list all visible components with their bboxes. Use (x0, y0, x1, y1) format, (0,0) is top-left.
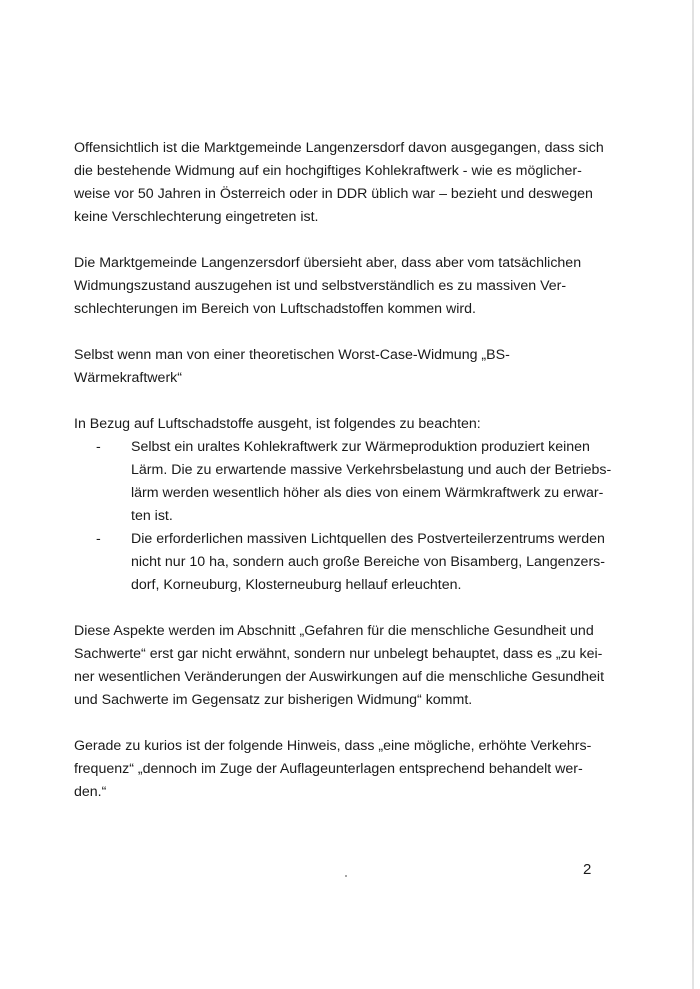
paragraph-2 (74, 252, 619, 321)
text-line: die bestehende Widmung auf ein hochgiftiges Kohlekraftwerk - wie es möglicher- (74, 163, 582, 179)
dash-bullet: - (96, 439, 101, 455)
text-line: nicht nur 10 ha, sondern auch große Bereiche von Bisamberg, Langenzers- (131, 554, 605, 570)
scan-edge-shadow (692, 0, 694, 989)
text-line: Selbst ein uraltes Kohlekraftwerk zur Wärmeproduktion produziert keinen (131, 439, 590, 455)
text-line: In Bezug auf Luftschadstoffe ausgeht, ist folgendes zu beachten: (74, 416, 481, 432)
text-line: Offensichtlich ist die Marktgemeinde Langenzersdorf davon ausgegangen, dass sich (74, 140, 604, 156)
paragraph-3 (74, 344, 619, 390)
text-line: Sachwerte“ erst gar nicht erwähnt, sondern nur unbelegt behauptet, dass es „zu kei- (74, 646, 603, 662)
text-line: und Sachwerte im Gegensatz zur bisherigen Widmung“ kommt. (74, 692, 473, 708)
text-line: schlechterungen im Bereich von Luftschadstoffen kommen wird. (74, 301, 476, 317)
text-line: frequenz“ „dennoch im Zuge der Auflageunterlagen entsprechend behandelt wer- (74, 761, 583, 777)
dash-bullet: - (96, 531, 101, 547)
text-line: lärm werden wesentlich höher als dies von einem Wärmkraftwerk zu erwar- (131, 485, 604, 501)
document-body (74, 137, 619, 804)
text-line: Gerade zu kurios ist der folgende Hinweis, dass „eine mögliche, erhöhte Verkehrs- (74, 738, 592, 754)
text-line: den.“ (74, 784, 107, 800)
text-line: Die Marktgemeinde Langenzersdorf übersieht aber, dass aber vom tatsächlichen (74, 255, 582, 271)
paragraph-4 (74, 413, 619, 436)
text-line: ten ist. (131, 508, 173, 524)
page-number: 2 (583, 861, 592, 878)
scan-speck (345, 875, 347, 877)
text-line: Wärmekraftwerk“ (74, 370, 182, 386)
text-line: Selbst wenn man von einer theoretischen Worst-Case-Widmung „BS- (74, 347, 510, 363)
text-line: Widmungszustand auszugehen ist und selbstverständlich es zu massiven Ver- (74, 278, 567, 294)
text-line: Diese Aspekte werden im Abschnitt „Gefahren für die menschliche Gesundheit und (74, 623, 594, 639)
paragraph-1 (74, 137, 619, 229)
text-line: Lärm. Die zu erwartende massive Verkehrsbelastung und auch der Betriebs- (131, 462, 612, 478)
paragraph-6 (74, 735, 619, 804)
paragraph-5 (74, 620, 619, 712)
text-line: Die erforderlichen massiven Lichtquellen des Postverteilerzentrums werden (131, 531, 605, 547)
list-item (74, 436, 619, 528)
list-item (74, 528, 619, 597)
text-line: keine Verschlechterung eingetreten ist. (74, 209, 319, 225)
dash-list (74, 436, 619, 597)
text-line: dorf, Korneuburg, Klosterneuburg hellauf erleuchten. (131, 577, 462, 593)
text-line: weise vor 50 Jahren in Österreich oder in DDR üblich war – bezieht und deswegen (74, 186, 593, 202)
text-line: ner wesentlichen Veränderungen der Auswirkungen auf die menschliche Gesundheit (74, 669, 605, 685)
